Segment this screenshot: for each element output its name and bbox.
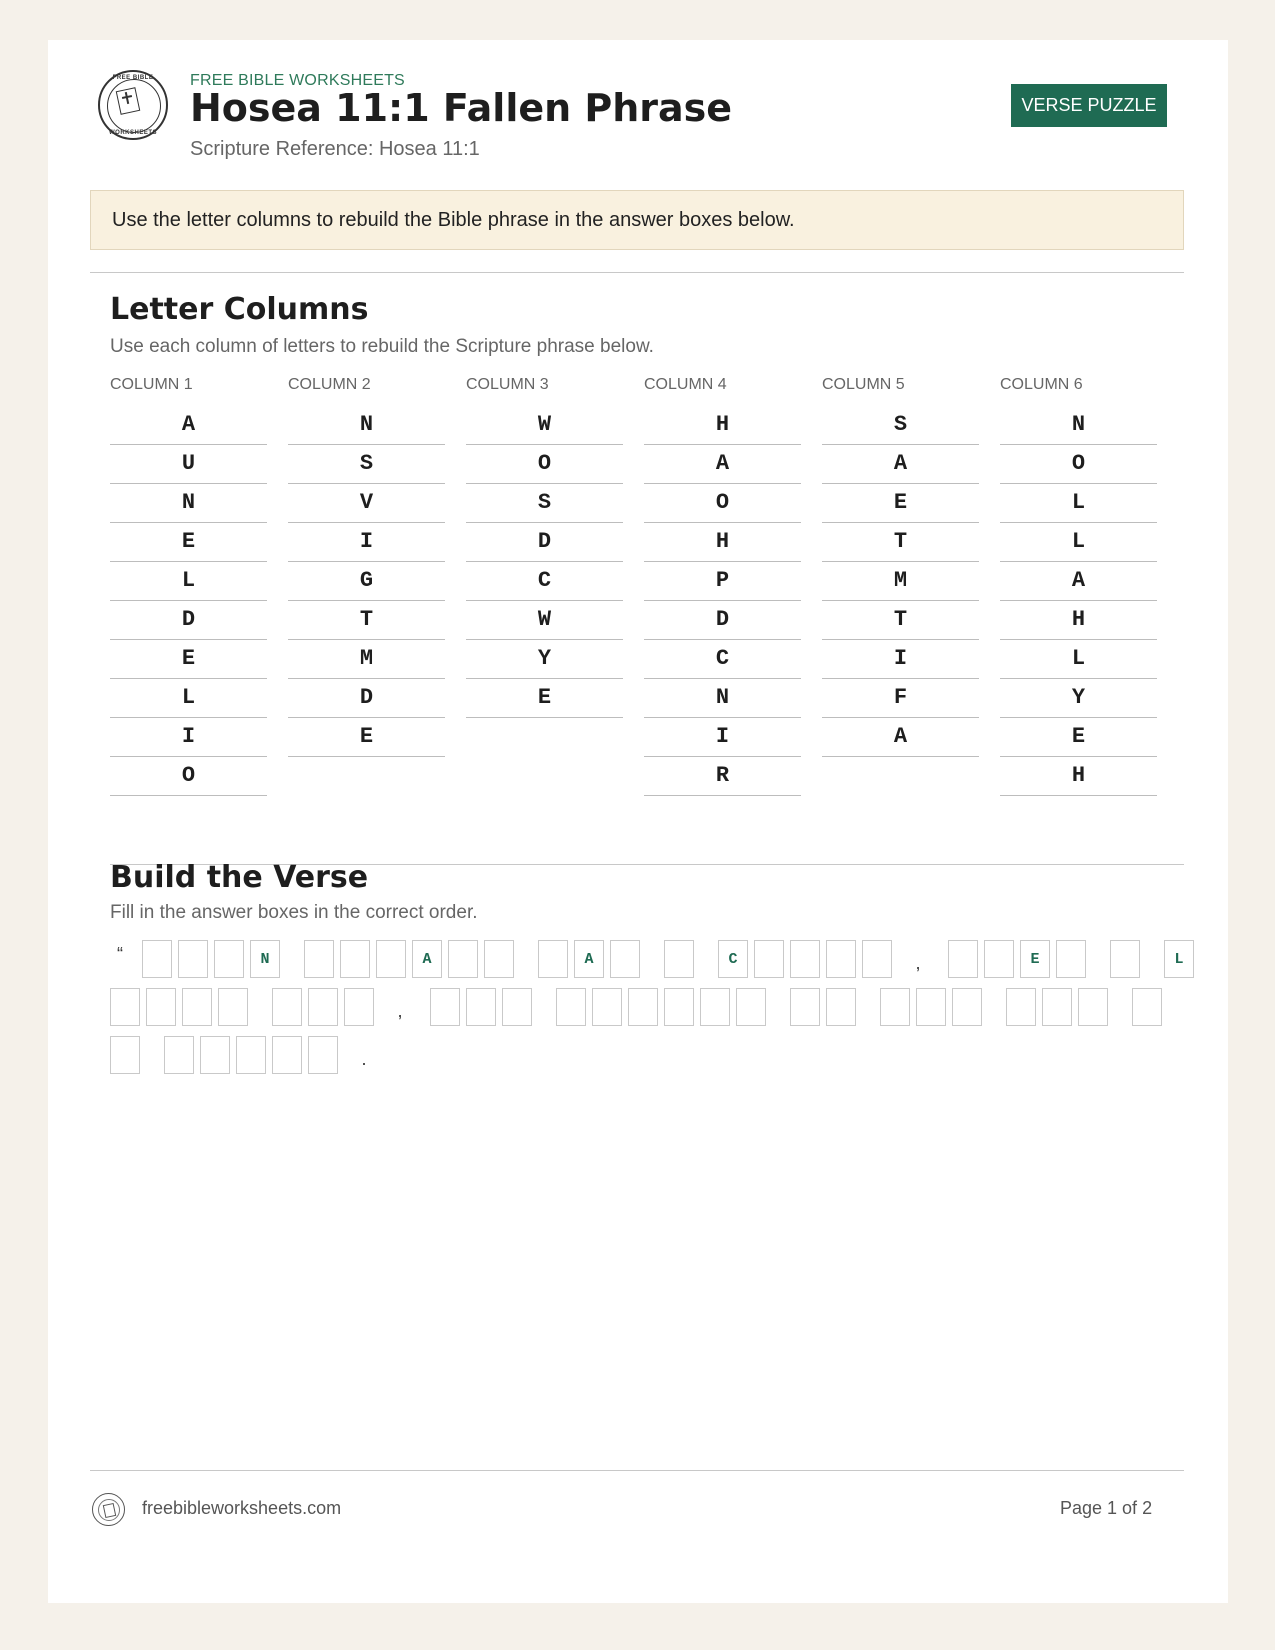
worksheet-page	[48, 40, 1228, 1603]
answer-box[interactable]	[984, 940, 1014, 978]
answer-box[interactable]	[164, 1036, 194, 1074]
answer-box[interactable]	[218, 988, 248, 1026]
page-number: Page 1 of 2	[1060, 1498, 1153, 1518]
answer-box[interactable]	[826, 940, 856, 978]
column-letter: M	[822, 562, 979, 601]
column-letter: M	[288, 640, 445, 679]
answer-box[interactable]	[308, 988, 338, 1026]
column-letter: L	[1000, 640, 1157, 679]
answer-box[interactable]	[484, 940, 514, 978]
answer-box[interactable]	[236, 1036, 266, 1074]
column-letter: Y	[466, 640, 623, 679]
column-letter: T	[822, 523, 979, 562]
page-title: Hosea 11:1 Fallen Phrase	[190, 86, 733, 130]
answer-box[interactable]	[1078, 988, 1108, 1026]
column-letter: E	[1000, 718, 1157, 757]
column-letter: P	[644, 562, 801, 601]
column-letter: N	[1000, 406, 1157, 445]
column-letter: O	[110, 757, 267, 796]
answer-box[interactable]: E	[1020, 940, 1050, 978]
column-letter: O	[1000, 445, 1157, 484]
column-label: COLUMN 4	[644, 376, 727, 393]
column-label: COLUMN 1	[110, 376, 193, 393]
column-letter: L	[1000, 484, 1157, 523]
answer-box[interactable]	[1056, 940, 1086, 978]
column-letter: L	[110, 562, 267, 601]
footer-site-url: freebibleworksheets.com	[142, 1498, 342, 1518]
column-letter: I	[822, 640, 979, 679]
answer-box[interactable]	[214, 940, 244, 978]
column-letter: D	[644, 601, 801, 640]
column-letter: Y	[1000, 679, 1157, 718]
answer-box[interactable]	[628, 988, 658, 1026]
answer-box[interactable]	[880, 988, 910, 1026]
logo-text-bottom: WORKSHEETS	[108, 130, 157, 136]
column-letter: I	[644, 718, 801, 757]
column-letter: O	[644, 484, 801, 523]
column-letter: W	[466, 406, 623, 445]
column-letter: H	[644, 523, 801, 562]
answer-box[interactable]	[790, 940, 820, 978]
column-letter: L	[110, 679, 267, 718]
answer-box[interactable]	[952, 988, 982, 1026]
answer-box[interactable]	[142, 940, 172, 978]
answer-box[interactable]	[200, 1036, 230, 1074]
answer-box[interactable]	[344, 988, 374, 1026]
answer-box[interactable]	[178, 940, 208, 978]
answer-box[interactable]	[862, 940, 892, 978]
column-letter: T	[822, 601, 979, 640]
answer-box[interactable]	[538, 940, 568, 978]
column-letter: D	[288, 679, 445, 718]
letter-column	[466, 376, 623, 718]
answer-box[interactable]	[948, 940, 978, 978]
column-letter: E	[466, 679, 623, 718]
column-letter: H	[1000, 601, 1157, 640]
column-letter: C	[466, 562, 623, 601]
answer-box[interactable]	[916, 988, 946, 1026]
answer-box[interactable]	[610, 940, 640, 978]
column-letter: F	[822, 679, 979, 718]
column-letter: E	[822, 484, 979, 523]
answer-box[interactable]	[592, 988, 622, 1026]
punctuation-mark: ,	[397, 1001, 403, 1021]
letter-column	[644, 376, 801, 796]
column-letter: T	[288, 601, 445, 640]
column-letter: A	[1000, 562, 1157, 601]
column-letter: W	[466, 601, 623, 640]
column-letter: S	[288, 445, 445, 484]
column-letter: N	[110, 484, 267, 523]
column-label: COLUMN 6	[1000, 376, 1083, 393]
answer-box[interactable]	[272, 988, 302, 1026]
answer-box[interactable]: L	[1164, 940, 1194, 978]
brand-label: FREE BIBLE WORKSHEETS	[190, 72, 405, 89]
letter-column	[1000, 376, 1157, 796]
column-letter: H	[1000, 757, 1157, 796]
column-letter: L	[1000, 523, 1157, 562]
answer-box[interactable]	[736, 988, 766, 1026]
column-letter: G	[288, 562, 445, 601]
answer-box[interactable]	[272, 1036, 302, 1074]
letter-column	[110, 376, 267, 796]
column-letter: H	[644, 406, 801, 445]
column-letter: N	[644, 679, 801, 718]
column-letter: R	[644, 757, 801, 796]
answer-box[interactable]: C	[718, 940, 748, 978]
column-letter: S	[466, 484, 623, 523]
column-letter: S	[822, 406, 979, 445]
answer-box[interactable]	[430, 988, 460, 1026]
answer-box[interactable]	[700, 988, 730, 1026]
answer-box[interactable]	[790, 988, 820, 1026]
build-verse-description: Fill in the answer boxes in the correct order.	[110, 902, 478, 923]
column-letter: E	[288, 718, 445, 757]
answer-box[interactable]	[448, 940, 478, 978]
column-letter: A	[822, 445, 979, 484]
footer-divider	[90, 1470, 1184, 1471]
verse-puzzle-badge: VERSE PUZZLE	[1011, 84, 1167, 127]
bible-worksheets-logo-icon	[98, 70, 168, 140]
column-letter: E	[110, 640, 267, 679]
scripture-reference: Scripture Reference: Hosea 11:1	[190, 138, 480, 160]
answer-box[interactable]	[1006, 988, 1036, 1026]
column-letter: D	[466, 523, 623, 562]
instructions-box: Use the letter columns to rebuild the Bible phrase in the answer boxes below.	[90, 190, 1184, 250]
punctuation-mark: “	[117, 944, 123, 964]
letter-columns-title: Letter Columns	[110, 292, 369, 327]
column-label: COLUMN 5	[822, 376, 905, 393]
answer-box[interactable]	[308, 1036, 338, 1074]
punctuation-mark: .	[361, 1049, 367, 1069]
answer-box[interactable]	[466, 988, 496, 1026]
column-letter: A	[644, 445, 801, 484]
logo-text-top: FREE BIBLE	[112, 75, 154, 81]
answer-box[interactable]	[376, 940, 406, 978]
column-letter: U	[110, 445, 267, 484]
column-letter: V	[288, 484, 445, 523]
column-label: COLUMN 3	[466, 376, 549, 393]
column-letter: D	[110, 601, 267, 640]
punctuation-mark: ,	[915, 953, 921, 973]
column-letter: I	[288, 523, 445, 562]
answer-box[interactable]	[502, 988, 532, 1026]
column-letter: A	[822, 718, 979, 757]
build-verse-title: Build the Verse	[110, 860, 369, 895]
column-letter: E	[110, 523, 267, 562]
answer-box[interactable]	[664, 988, 694, 1026]
answer-box[interactable]: A	[574, 940, 604, 978]
column-letter: A	[110, 406, 267, 445]
answer-box[interactable]	[1110, 940, 1140, 978]
letter-columns-description: Use each column of letters to rebuild the Scripture phrase below.	[110, 336, 654, 357]
footer-logo-icon	[92, 1493, 125, 1526]
answer-box[interactable]	[110, 988, 140, 1026]
answer-box[interactable]	[182, 988, 212, 1026]
answer-box[interactable]	[1132, 988, 1162, 1026]
answer-box[interactable]	[754, 940, 784, 978]
answer-box[interactable]	[556, 988, 586, 1026]
answer-box[interactable]	[1042, 988, 1072, 1026]
answer-box[interactable]	[340, 940, 370, 978]
letter-column	[822, 376, 979, 757]
column-letter: O	[466, 445, 623, 484]
answer-box[interactable]	[110, 1036, 140, 1074]
answer-box[interactable]: N	[250, 940, 280, 978]
answer-box[interactable]	[664, 940, 694, 978]
column-letter: I	[110, 718, 267, 757]
column-letter: C	[644, 640, 801, 679]
answer-box[interactable]	[304, 940, 334, 978]
answer-box[interactable]	[826, 988, 856, 1026]
letter-column	[288, 376, 445, 757]
column-letter: N	[288, 406, 445, 445]
answer-box[interactable]	[146, 988, 176, 1026]
column-label: COLUMN 2	[288, 376, 371, 393]
section-divider	[90, 272, 1184, 273]
answer-box[interactable]: A	[412, 940, 442, 978]
